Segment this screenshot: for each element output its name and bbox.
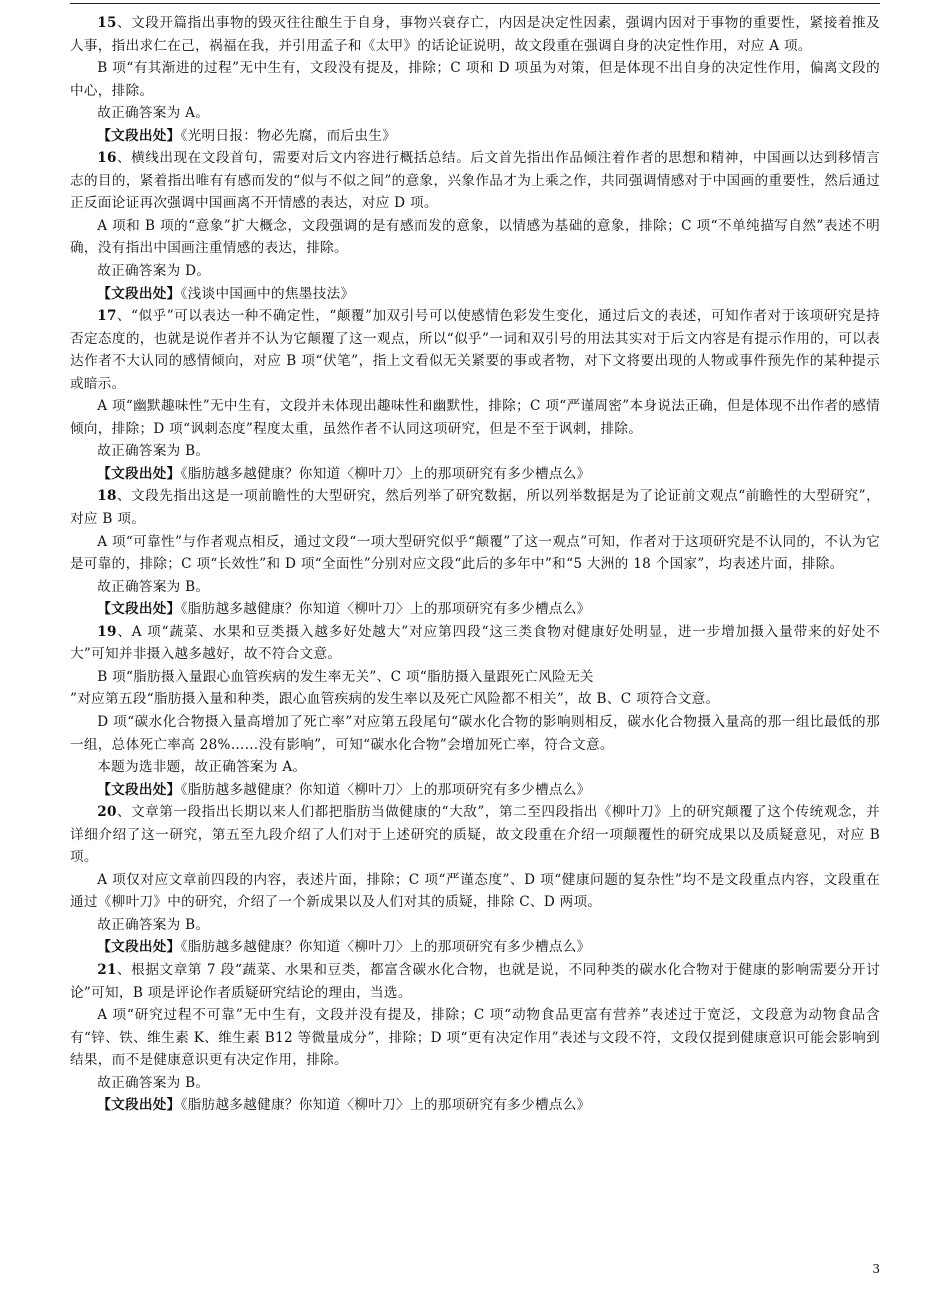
answer-section-15 [70,12,880,147]
source-title: 《脂肪越多越健康？你知道〈柳叶刀〉上的那项研究有多少槽点么》 [180,601,591,618]
section-paragraph: ”对应第五段“脂肪摄入量和种类，跟心血管疾病的发生率以及死亡风险都不相关”，故 B、C 项符合文意。 [70,691,720,708]
answer-line: 故正确答案为 B。 [97,916,210,933]
section-paragraph: A 项“研究过程不可靠”无中生有，文段并没有提及，排除；C 项“动物食品更富有营养”表述过于宽泛，文段意为动物食品含有“锌、铁、维生素 K、维生素 B12 等微量成分”，排除；D 项“更有决定作用”表述与文段不符，文段仅提到健康意识可能会影响到结果，而不是健康意识更有决定作用，排除。 [70,1007,880,1069]
answer-line: 故正确答案为 B。 [97,1074,210,1091]
source-title: 《浅谈中国画中的焦墨技法》 [180,285,355,302]
source-label: 【文段出处】 [97,127,181,144]
question-number: 18 [97,488,117,505]
source-line [70,463,880,486]
source-title: 《脂肪越多越健康？你知道〈柳叶刀〉上的那项研究有多少槽点么》 [180,465,591,482]
answer-section-20 [70,801,880,959]
source-line [70,283,880,306]
source-line [70,1094,880,1117]
answer-section-18 [70,485,880,620]
section-paragraph: A 项仅对应文章前四段的内容，表述片面，排除；C 项“严谨态度”、D 项“健康问题的复杂性”均不是文段重点内容，文段重在通过《柳叶刀》中的研究，介绍了一个新成果以及人们对其的质疑，排除 C、D 两项。 [70,871,880,911]
section-paragraph: A 项“幽默趣味性”无中生有，文段并未体现出趣味性和幽默性，排除；C 项“严谨周密”本身说法正确，但是体现不出作者的感情倾向，排除；D 项“讽刺态度”程度太重，虽然作者不认同这项研究，但是不至于讽刺，排除。 [70,398,880,437]
question-number: 21 [97,961,117,978]
section-paragraph: D 项“碳水化合物摄入量高增加了死亡率”对应第五段尾句“碳水化合物的影响则相反，碳水化合物摄入量高的那一组比最低的那一组，总体死亡率高 28%……没有影响”，可知“碳水化合物”会增加死亡率，符合文意。 [70,713,880,753]
source-label: 【文段出处】 [97,601,181,618]
source-line [70,936,880,959]
source-line [70,598,880,621]
header-rule [70,3,880,4]
source-title: 《光明日报：物必先腐，而后虫生》 [180,127,397,144]
section-paragraph: A 项和 B 项的“意象”扩大概念，文段强调的是有感而发的意象，以情感为基础的意象，排除；C 项“不单纯描写自然”表述不明确，没有指出中国画注重情感的表达，排除。 [70,217,880,257]
question-number: 17 [97,308,117,325]
section-paragraph: B 项“有其渐进的过程”无中生有，文段没有提及，排除；C 项和 D 项虽为对策，但是体现不出自身的决定性作用，偏离文段的中心，排除。 [70,60,880,99]
source-line [70,779,880,802]
question-number: 19 [97,623,117,640]
question-number: 16 [97,150,117,167]
source-label: 【文段出处】 [97,1097,181,1114]
section-paragraph: 17、“似乎”可以表达一种不确定性，“颠覆”加双引号可以使感情色彩发生变化，通过后文的表述，可知作者对于该项研究是持否定态度的，也就是说作者并不认为它颠覆了这一观点，所以“似乎”一词和双引号的用法其实对于后文内容是有提示作用的，可以表达作者不大认同的感情倾向，对应 B 项“伏笔”，指上文看似无关紧要的事或者物，对下文将要出现的人物或事件预先作的某种提示或暗示。 [70,308,880,392]
source-label: 【文段出处】 [97,465,181,482]
section-paragraph: A 项“可靠性”与作者观点相反，通过文段“一项大型研究似乎“颠覆”了这一观点”可知，作者对于这项研究是不认同的，不认为它是可靠的，排除；C 项“长效性”和 D 项“全面性”分别对应文段“此后的多年中”和“5 大洲的 18 个国家”，均表述片面，排除。 [70,533,880,573]
answer-line: 故正确答案为 D。 [97,263,211,280]
source-title: 《脂肪越多越健康？你知道〈柳叶刀〉上的那项研究有多少槽点么》 [180,939,591,956]
section-paragraph: 20、文章第一段指出长期以来人们都把脂肪当做健康的“大敌”，第二至四段指出《柳叶刀》上的研究颠覆了这个传统观念，并详细介绍了这一研究，第五至九段介绍了人们对于上述研究的质疑，故文段重在介绍一项颠覆性的研究成果以及质疑意见，对应 B 项。 [70,804,880,866]
answer-line: 本题为选非题，故正确答案为 A。 [97,759,307,776]
source-label: 【文段出处】 [97,781,181,798]
section-paragraph: 19、A 项“蔬菜、水果和豆类摄入越多好处越大”对应第四段“这三类食物对健康好处明显，进一步增加摄入量带来的好处不大”可知并非摄入越多越好，故不符合文意。 [70,623,880,663]
source-title: 《脂肪越多越健康？你知道〈柳叶刀〉上的那项研究有多少槽点么》 [180,1097,591,1114]
source-title: 《脂肪越多越健康？你知道〈柳叶刀〉上的那项研究有多少槽点么》 [180,781,591,798]
document-body [70,12,880,1117]
answer-line: 故正确答案为 B。 [97,578,210,595]
answer-line: 故正确答案为 B。 [97,443,210,460]
answer-section-19 [70,621,880,801]
source-label: 【文段出处】 [97,285,181,302]
section-paragraph: 16、横线出现在文段首句，需要对后文内容进行概括总结。后文首先指出作品倾注着作者的思想和精神，中国画以达到移情言志的目的，紧着指出唯有有感而发的“似与不似之间”的意象，兴象作品才为上乘之作，共同强调情感对于中国画的重要性，然后通过正反面论证再次强调中国画离不开情感的表达，对应 D 项。 [70,150,880,212]
source-label: 【文段出处】 [97,939,181,956]
answer-section-16 [70,147,880,305]
answer-line: 故正确答案为 A。 [97,105,210,122]
section-paragraph: 15、文段开篇指出事物的毁灭往往酿生于自身，事物兴衰存亡，内因是决定性因素，强调内因对于事物的重要性，紧接着推及人事，指出求仁在己，祸福在我，并引用孟子和《太甲》的话论证说明，故文段重在强调自身的决定性作用，对应 A 项。 [70,15,880,54]
section-paragraph: B 项“脂肪摄入量跟心血管疾病的发生率无关”、C 项“脂肪摄入量跟死亡风险无关 [97,668,594,685]
section-paragraph: 21、根据文章第 7 段“蔬菜、水果和豆类，都富含碳水化合物，也就是说，不同种类的碳水化合物对于健康的影响需要分开讨论”可知，B 项是评论作者质疑研究结论的理由，当选。 [70,961,880,1001]
page-number: 3 [872,1262,880,1276]
source-line [70,125,880,148]
answer-section-17 [70,305,880,485]
section-paragraph: 18、文段先指出这是一项前瞻性的大型研究，然后列举了研究数据，所以列举数据是为了论证前文观点“前瞻性的大型研究”，对应 B 项。 [70,488,880,528]
question-number: 20 [97,804,117,821]
answer-section-21 [70,959,880,1117]
question-number: 15 [97,15,117,31]
